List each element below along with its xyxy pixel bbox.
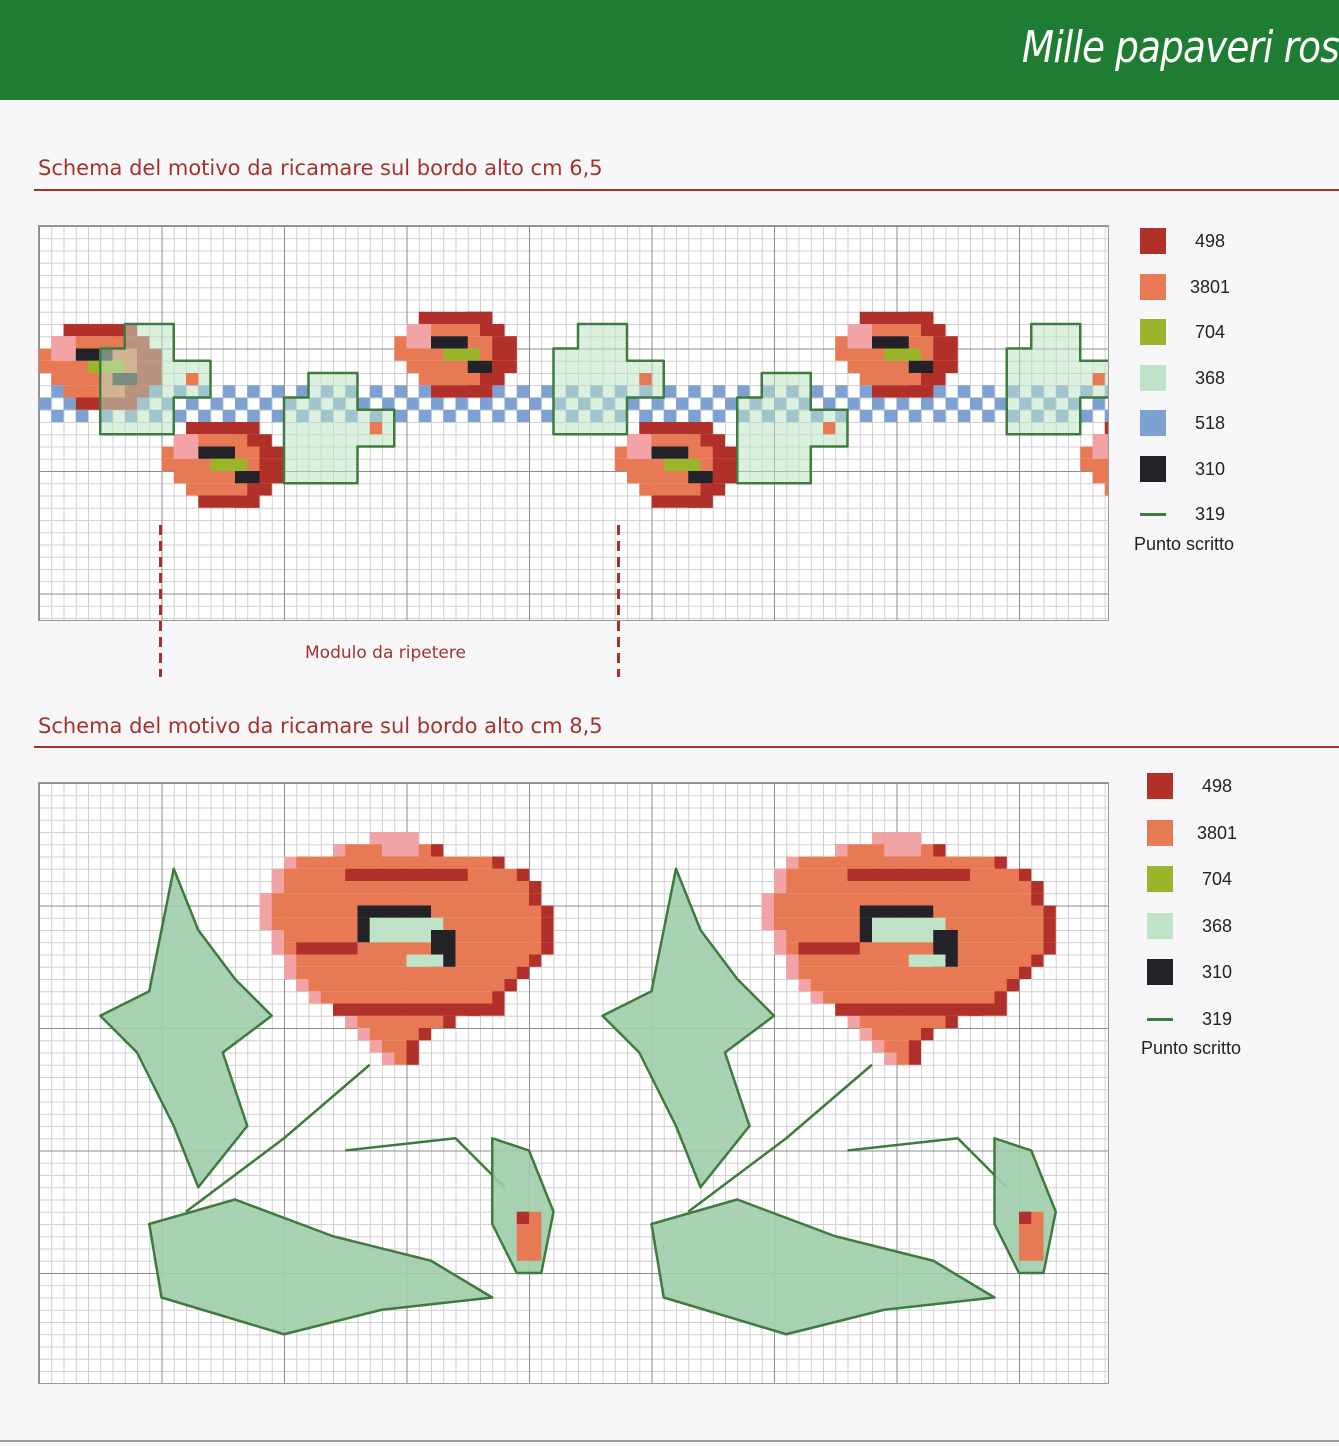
band-cell [443, 410, 455, 422]
legend-item-498 [1147, 773, 1287, 799]
bud-cell [370, 422, 382, 434]
bud-cell [186, 373, 198, 385]
legend-note: Punto scritto [1134, 534, 1235, 554]
band-cell [1093, 398, 1105, 410]
band-cell [541, 385, 553, 397]
legend-code: 518 [1194, 413, 1226, 433]
legend-code: 368 [1194, 367, 1226, 388]
color-swatch [1147, 820, 1173, 846]
band-cell [664, 385, 676, 397]
band-cell [247, 410, 259, 422]
color-swatch [1147, 959, 1173, 985]
legend-code: 310 [1201, 962, 1233, 982]
bud-cell [1093, 373, 1105, 385]
band-cell [860, 410, 872, 422]
band-cell [51, 385, 63, 397]
legend-item-518 [1140, 410, 1280, 436]
band-cell [419, 385, 431, 397]
color-swatch [1140, 319, 1166, 345]
legend-code: 3801 [1196, 822, 1238, 843]
header-bar [0, 0, 1339, 100]
legend-item-310 [1140, 456, 1280, 482]
band-cell [958, 410, 970, 422]
band-cell [688, 410, 700, 422]
band-cell [174, 410, 186, 422]
band-cell [909, 410, 921, 422]
chart1-rule [34, 189, 1339, 191]
band-cell [492, 410, 504, 422]
band-cell [492, 385, 504, 397]
legend-item-498 [1140, 228, 1280, 254]
legend-code: 704 [1201, 869, 1233, 889]
legend-code: 319 [1194, 504, 1226, 524]
band-cell [76, 410, 88, 422]
chart2-rule [34, 746, 1339, 748]
band-cell [260, 398, 272, 410]
band-cell [370, 385, 382, 397]
poppy-motif [835, 312, 958, 398]
lower-leaves [652, 1200, 995, 1335]
legend-code: 3801 [1189, 276, 1231, 297]
bud-tip [1019, 1212, 1031, 1224]
legend-code: 498 [1194, 231, 1226, 251]
legend-item-310 [1147, 959, 1287, 985]
poppy-motif [394, 312, 517, 398]
color-swatch [1140, 513, 1166, 516]
poppy-motif [615, 422, 738, 508]
band-cell [480, 398, 492, 410]
band-cell [835, 385, 847, 397]
bud-cell [823, 422, 835, 434]
band-cell [358, 398, 370, 410]
poppy-motif [162, 422, 285, 508]
band-cell [713, 410, 725, 422]
band-cell [211, 398, 223, 410]
legend-code: 319 [1201, 1008, 1233, 1029]
color-swatch [1140, 410, 1166, 436]
legend-code: 498 [1201, 776, 1233, 796]
chart2-pattern [39, 783, 1108, 1383]
repeat-start-marker [159, 525, 162, 677]
band-cell [639, 410, 651, 422]
band-cell [946, 398, 958, 410]
color-swatch [1140, 228, 1166, 254]
band-cell [407, 398, 419, 410]
band-cell [394, 385, 406, 397]
legend-item-3801 [1140, 274, 1280, 300]
band-cell [811, 385, 823, 397]
band-cell [505, 398, 517, 410]
band-cell [198, 410, 210, 422]
chart1-pattern [39, 226, 1108, 620]
band-cell [713, 385, 725, 397]
band-cell [51, 410, 63, 422]
band-cell [872, 398, 884, 410]
legend-code: 310 [1194, 458, 1226, 479]
band-cell [995, 398, 1007, 410]
band-cell [1105, 410, 1108, 422]
color-swatch [1140, 456, 1166, 482]
chart2-title: Schema del motivo da ricamare sul bordo alto cm 8,5 [38, 714, 603, 738]
band-cell [186, 398, 198, 410]
bud-cell [639, 373, 651, 385]
band-cell [725, 398, 737, 410]
large-poppy [260, 832, 554, 1065]
band-cell [529, 398, 541, 410]
legend-item-704 [1147, 866, 1287, 892]
band-cell [223, 410, 235, 422]
repeat-end-marker [617, 525, 620, 677]
band-cell [884, 410, 896, 422]
band-cell [247, 385, 259, 397]
leaf-cluster [603, 869, 775, 1188]
legend-item-368 [1147, 913, 1287, 939]
color-swatch [1140, 365, 1166, 391]
band-cell [701, 398, 713, 410]
band-cell [272, 385, 284, 397]
band-cell [272, 410, 284, 422]
band-cell [933, 410, 945, 422]
legend-item-319 [1140, 501, 1280, 527]
bud-tip [517, 1212, 529, 1224]
band-cell [64, 398, 76, 410]
lower-leaves [149, 1200, 492, 1335]
band-cell [848, 398, 860, 410]
band-cell [664, 410, 676, 422]
band-cell [223, 385, 235, 397]
band-cell [970, 398, 982, 410]
bud-stem [345, 1138, 504, 1187]
legend-code: 368 [1201, 915, 1233, 936]
band-cell [431, 398, 443, 410]
band-cell [921, 398, 933, 410]
legend-item-3801 [1147, 820, 1287, 846]
band-cell [823, 398, 835, 410]
band-cell [39, 398, 51, 410]
color-swatch [1147, 1018, 1173, 1021]
band-cell [517, 385, 529, 397]
legend-item-704 [1140, 319, 1280, 345]
band-cell [235, 398, 247, 410]
band-cell [652, 398, 664, 410]
large-poppy [762, 832, 1056, 1065]
color-swatch [1147, 913, 1173, 939]
page-header-title: Mille papaveri ros [1022, 22, 1339, 73]
poppy-motif [1080, 422, 1108, 508]
chart1-grid [38, 225, 1109, 621]
chart1-title: Schema del motivo da ricamare sul bordo alto cm 6,5 [38, 156, 603, 180]
band-cell [982, 410, 994, 422]
band-cell [627, 398, 639, 410]
repeat-module-label: Modulo da ripetere [305, 643, 466, 663]
legend-item-368 [1140, 365, 1280, 391]
band-cell [1080, 410, 1092, 422]
band-cell [982, 385, 994, 397]
band-cell [688, 385, 700, 397]
band-cell [958, 385, 970, 397]
band-cell [468, 410, 480, 422]
band-cell [933, 385, 945, 397]
bud-stem [848, 1138, 1007, 1187]
band-cell [517, 410, 529, 422]
band-cell [296, 385, 308, 397]
chart2-grid [38, 782, 1109, 1384]
legend-item-319 [1147, 1006, 1287, 1032]
band-cell [541, 410, 553, 422]
band-cell [676, 398, 688, 410]
color-swatch [1147, 866, 1173, 892]
band-cell [419, 410, 431, 422]
legend-note: Punto scritto [1141, 1038, 1242, 1058]
legend-code: 704 [1194, 322, 1226, 342]
leaf-cluster [100, 869, 272, 1188]
page-bottom-edge [0, 1440, 1339, 1442]
color-swatch [1140, 274, 1166, 300]
band-cell [382, 398, 394, 410]
band-cell [860, 385, 872, 397]
band-cell [456, 398, 468, 410]
band-cell [394, 410, 406, 422]
band-cell [897, 398, 909, 410]
band-cell [737, 385, 749, 397]
color-swatch [1147, 773, 1173, 799]
